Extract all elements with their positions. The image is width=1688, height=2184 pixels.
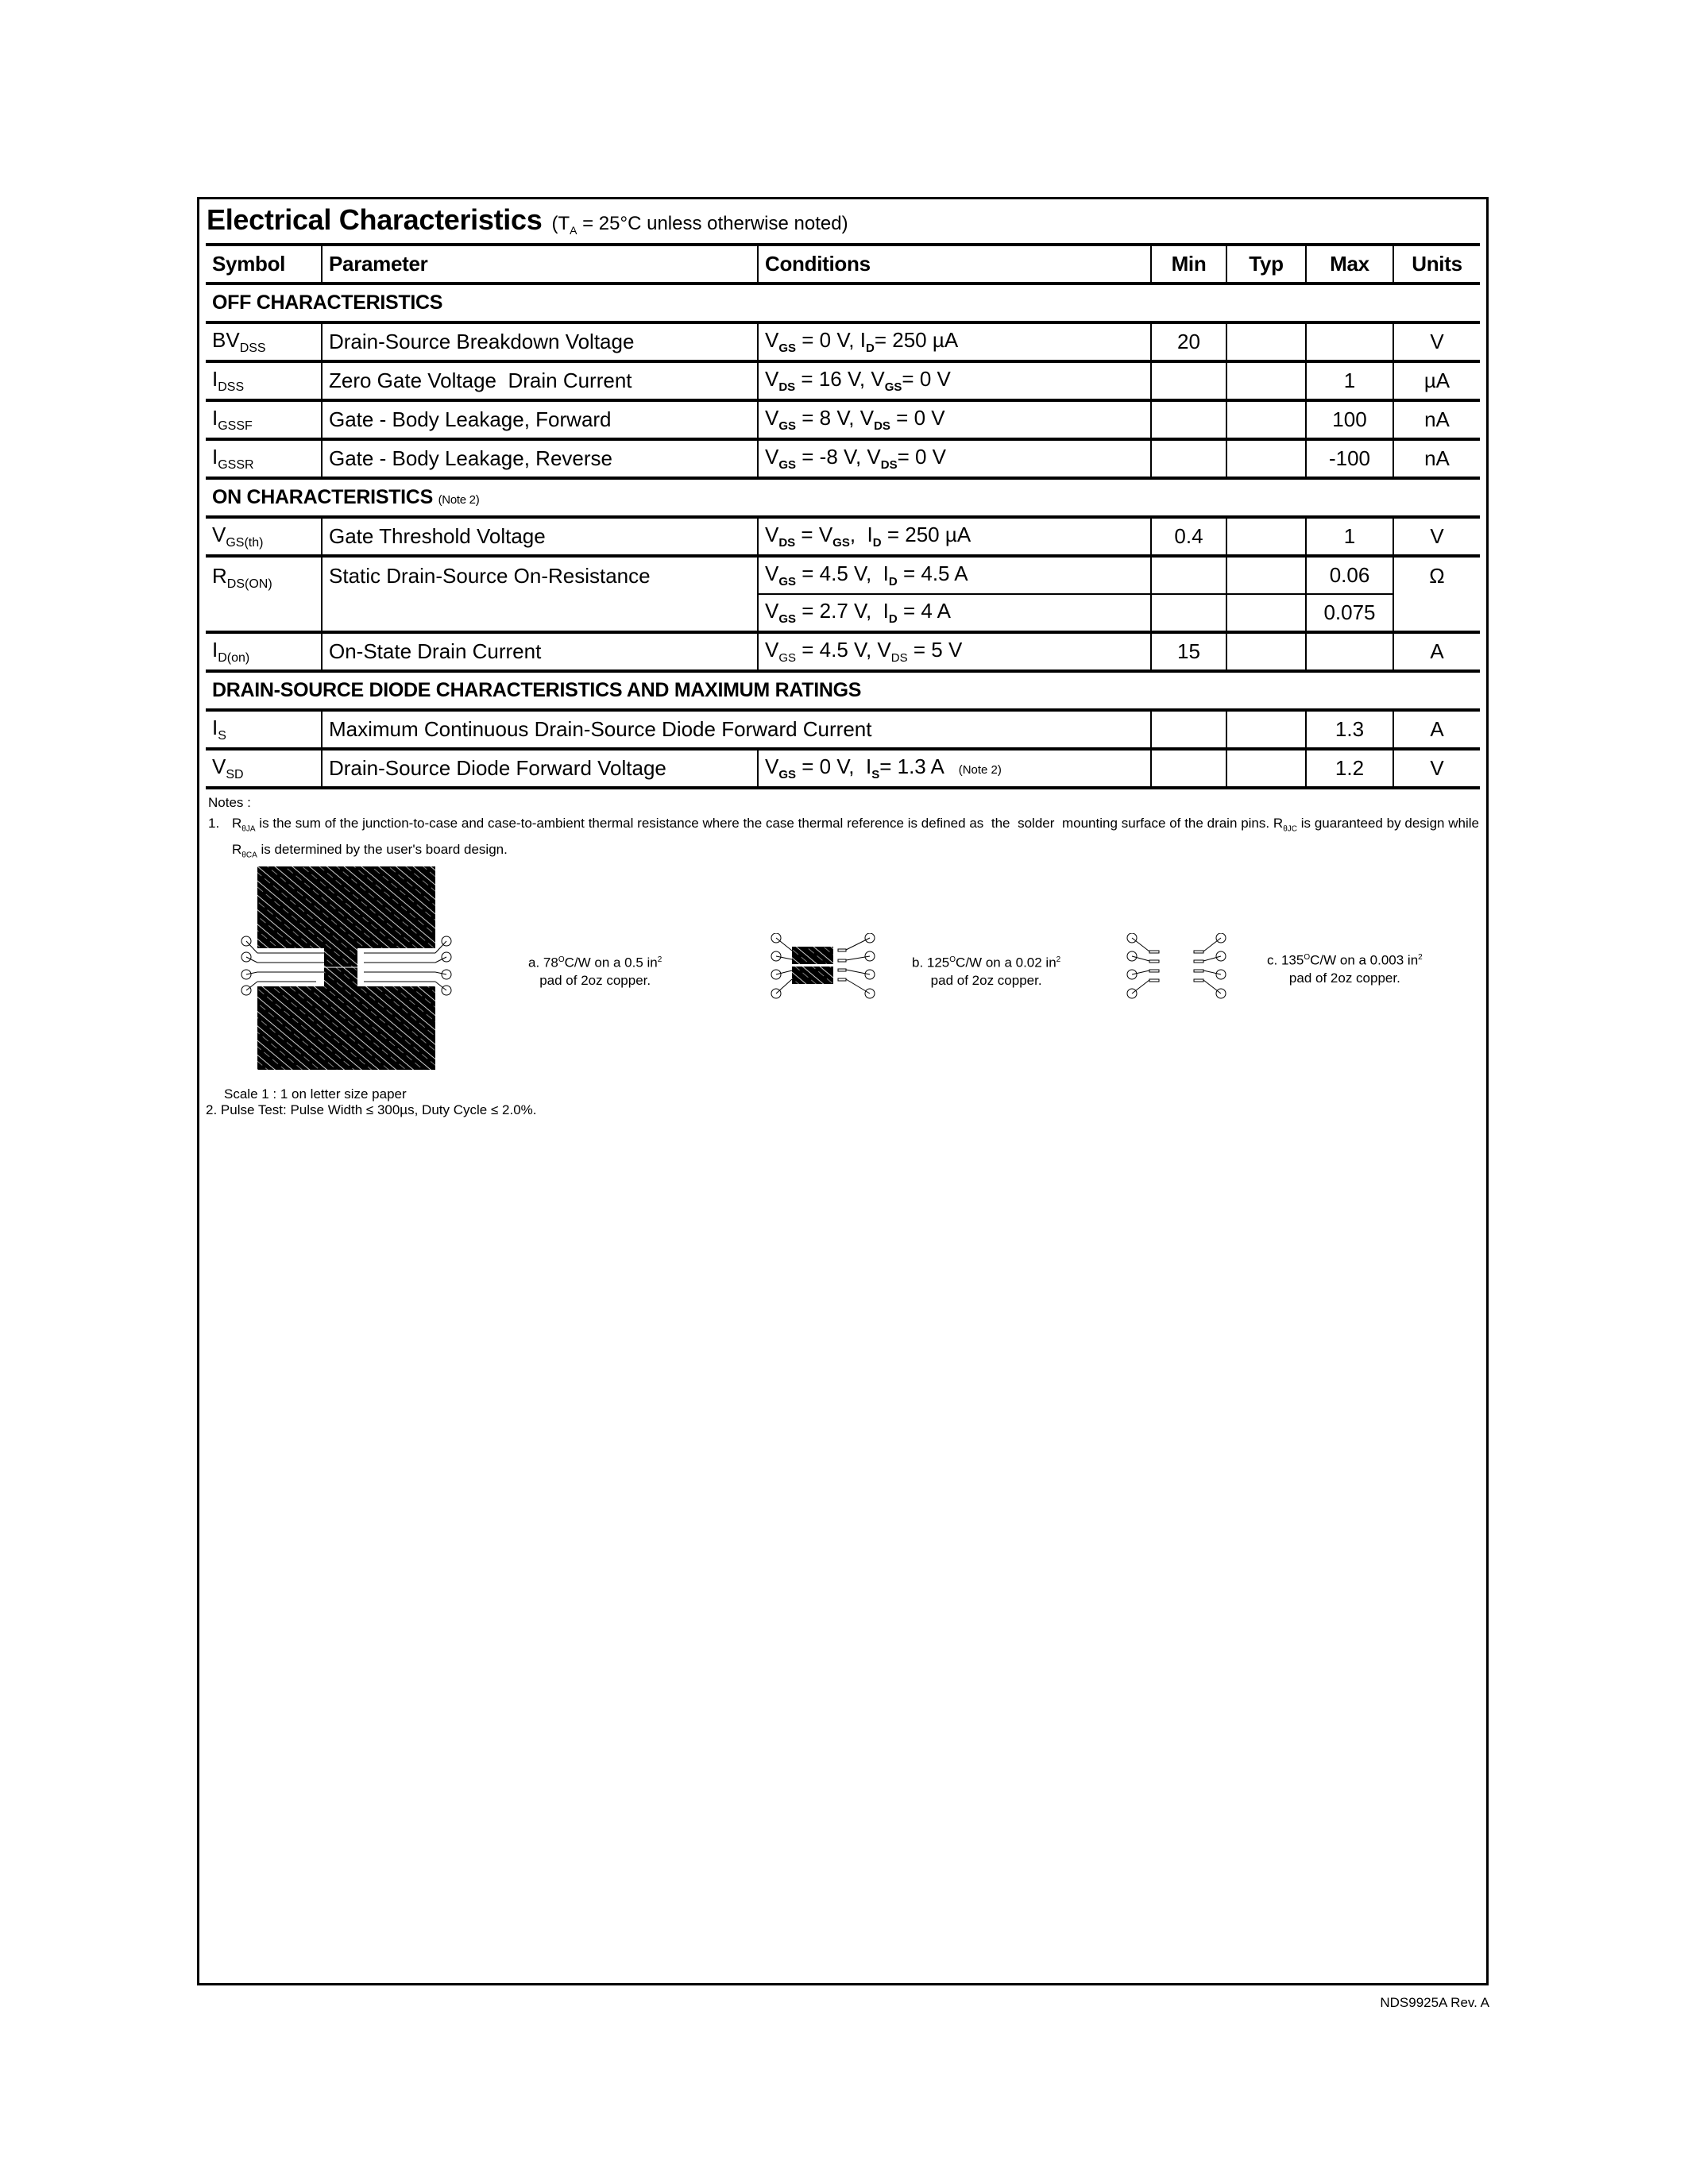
symbol-cell: $I_{D(on)}$ xyxy=(206,632,322,671)
section-on xyxy=(206,478,1480,517)
section-label: OFF CHARACTERISTICS xyxy=(206,284,1480,322)
header-row xyxy=(206,245,1480,284)
symbol-cell: $I_{DSS}$ xyxy=(206,361,322,400)
min-cell: 15 xyxy=(1151,632,1226,671)
conditions-cell: $V_{GS} = 0$ V, $I_D= 250$ µA xyxy=(758,322,1151,361)
max-cell: 1.3 xyxy=(1306,710,1393,749)
document-revision: NDS9925A Rev. A xyxy=(1380,1995,1489,2010)
table-row xyxy=(206,710,1480,749)
parameter-cell: Static Drain-Source On-Resistance xyxy=(322,556,758,632)
units-cell: nA xyxy=(1393,439,1480,478)
note-1: 1. $R_{\theta JA}$ is the sum of the junction-to-case and case-to-ambient thermal resistance where the case thermal reference is defined as the solder mounting surface of the drain pins. $R_{\theta JC}$ is guaranteed by design while $R_{\theta CA}$ is determined by the user's board design. xyxy=(208,816,1480,860)
electrical-characteristics-table xyxy=(206,243,1480,789)
symbol-cell: $BV_{DSS}$ xyxy=(206,322,322,361)
min-cell xyxy=(1151,710,1226,749)
pad-layout-a-figure xyxy=(238,862,500,1076)
typ-cell xyxy=(1226,400,1306,439)
conditions-cell: $V_{GS} = 4.5$ V, $V_{DS} = 5$ V xyxy=(758,632,1151,671)
table-row xyxy=(206,361,1480,400)
min-cell: 0.4 xyxy=(1151,517,1226,556)
col-units: Units xyxy=(1393,245,1480,284)
units-cell: A xyxy=(1393,632,1480,671)
min-cell: 20 xyxy=(1151,322,1226,361)
symbol-cell: $I_{GSSR}$ xyxy=(206,439,322,478)
max-cell: 100 xyxy=(1306,400,1393,439)
min-cell xyxy=(1151,556,1226,594)
symbol-cell: $V_{SD}$ xyxy=(206,749,322,788)
typ-cell xyxy=(1226,632,1306,671)
table-row xyxy=(206,517,1480,556)
min-cell xyxy=(1151,749,1226,788)
col-typ: Typ xyxy=(1226,245,1306,284)
max-cell xyxy=(1306,632,1393,671)
conditions-cell: $V_{DS} = 16$ V, $V_{GS}= 0$ V xyxy=(758,361,1151,400)
parameter-cell: Drain-Source Breakdown Voltage xyxy=(322,322,758,361)
figure-a-caption: a. $78^OC/W$ on a 0.5 $in^2$ pad of 2oz copper. xyxy=(528,955,662,988)
typ-cell xyxy=(1226,517,1306,556)
notes-block xyxy=(208,793,1479,866)
units-cell: nA xyxy=(1393,400,1480,439)
max-cell: -100 xyxy=(1306,439,1393,478)
parameter-cell: Gate - Body Leakage, Reverse xyxy=(322,439,758,478)
section-off xyxy=(206,284,1480,322)
figure-b-caption: b. $125^OC/W$ on a 0.02 $in^2$ pad of 2oz copper. xyxy=(912,955,1061,988)
col-min: Min xyxy=(1151,245,1226,284)
min-cell xyxy=(1151,439,1226,478)
table-row xyxy=(206,556,1480,594)
units-cell: V xyxy=(1393,322,1480,361)
symbol-cell: $I_{GSSF}$ xyxy=(206,400,322,439)
figure-c-caption: c. $135^OC/W$ on a 0.003 $in^2$ pad of 2oz copper. xyxy=(1267,952,1423,986)
max-cell: 0.06 xyxy=(1306,556,1393,594)
conditions-cell: $V_{GS} = -8$ V, $V_{DS}= 0$ V xyxy=(758,439,1151,478)
scale-note: Scale 1 : 1 on letter size paper xyxy=(224,1086,407,1102)
col-max: Max xyxy=(1306,245,1393,284)
title-main: Electrical Characteristics xyxy=(207,203,543,236)
min-cell xyxy=(1151,400,1226,439)
section-diode xyxy=(206,671,1480,710)
min-cell xyxy=(1151,594,1226,632)
units-cell: Ω xyxy=(1393,556,1480,632)
symbol-cell: $R_{DS(ON)}$ xyxy=(206,556,322,632)
max-cell xyxy=(1306,322,1393,361)
conditions-cell: $V_{GS} = 4.5$ V, $I_D = 4.5$ A xyxy=(758,556,1151,594)
max-cell: 1 xyxy=(1306,361,1393,400)
typ-cell xyxy=(1226,439,1306,478)
conditions-cell: $V_{GS} = 0$ V, $I_S= 1.3$ A (Note 2) xyxy=(758,749,1151,788)
section-title xyxy=(207,203,848,243)
parameter-cell: Drain-Source Diode Forward Voltage xyxy=(322,749,758,788)
units-cell: V xyxy=(1393,517,1480,556)
typ-cell xyxy=(1226,556,1306,594)
typ-cell xyxy=(1226,594,1306,632)
table-row xyxy=(206,749,1480,788)
parameter-cell: Gate Threshold Voltage xyxy=(322,517,758,556)
notes-heading: Notes : xyxy=(208,795,251,810)
max-cell: 0.075 xyxy=(1306,594,1393,632)
col-parameter: Parameter xyxy=(322,245,758,284)
typ-cell xyxy=(1226,322,1306,361)
parameter-cell: Zero Gate Voltage Drain Current xyxy=(322,361,758,400)
col-symbol: Symbol xyxy=(206,245,322,284)
typ-cell xyxy=(1226,710,1306,749)
parameter-cell: Gate - Body Leakage, Forward xyxy=(322,400,758,439)
table-row xyxy=(206,400,1480,439)
units-cell: µA xyxy=(1393,361,1480,400)
table-row xyxy=(206,322,1480,361)
units-cell: V xyxy=(1393,749,1480,788)
section-label: ON CHARACTERISTICS (Note 2) xyxy=(206,478,1480,517)
max-cell: 1 xyxy=(1306,517,1393,556)
typ-cell xyxy=(1226,749,1306,788)
conditions-cell: $V_{DS} = V_{GS}$, $I_D = 250$ µA xyxy=(758,517,1151,556)
min-cell xyxy=(1151,361,1226,400)
max-cell: 1.2 xyxy=(1306,749,1393,788)
parameter-cell: Maximum Continuous Drain-Source Diode Forward Current xyxy=(322,710,1151,749)
conditions-cell: $V_{GS} = 2.7$ V, $I_D = 4$ A xyxy=(758,594,1151,632)
typ-cell xyxy=(1226,361,1306,400)
col-conditions: Conditions xyxy=(758,245,1151,284)
units-cell: A xyxy=(1393,710,1480,749)
table-row xyxy=(206,632,1480,671)
title-condition: ($T_A = 25^\circ C$ unless otherwise noted) xyxy=(551,213,848,237)
table-row xyxy=(206,439,1480,478)
section-label: DRAIN-SOURCE DIODE CHARACTERISTICS AND MAXIMUM RATINGS xyxy=(206,671,1480,710)
symbol-cell: $I_S$ xyxy=(206,710,322,749)
pad-layout-c-figure xyxy=(1124,933,1243,1013)
conditions-cell: $V_{GS} = 8$ V, $V_{DS} = 0$ V xyxy=(758,400,1151,439)
parameter-cell: On-State Drain Current xyxy=(322,632,758,671)
pad-layout-b-figure xyxy=(767,933,886,1013)
note-2: 2. Pulse Test: Pulse Width ≤ 300µs, Duty Cycle ≤ 2.0%. xyxy=(206,1102,537,1117)
symbol-cell: $V_{GS(th)}$ xyxy=(206,517,322,556)
